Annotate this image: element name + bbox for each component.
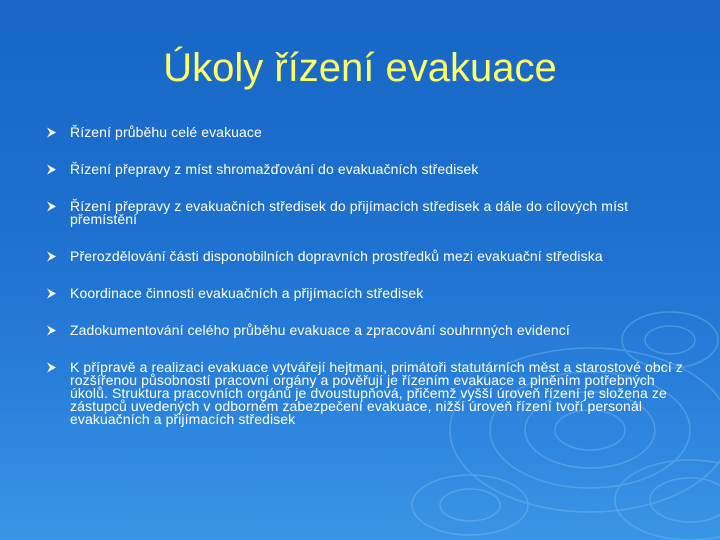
arrowhead-bullet-icon	[46, 164, 57, 175]
bullet-item-5	[46, 287, 686, 300]
bullet-text-3: Řízení přepravy z evakuačních středisek do přijímacích středisek a dále do cílových míst přemístění	[70, 198, 629, 227]
bullet-text-6: Zadokumentování celého průběhu evakuace a zpracování souhrnných evidencí	[70, 322, 570, 338]
bullet-item-6	[46, 324, 686, 337]
arrowhead-bullet-icon	[46, 251, 57, 262]
arrowhead-bullet-icon	[46, 325, 57, 336]
bullet-item-3	[46, 200, 686, 226]
slide-title: Úkoly řízení evakuace	[163, 46, 557, 90]
arrowhead-bullet-icon	[46, 362, 57, 373]
bullet-item-2	[46, 163, 686, 176]
bullet-item-1	[46, 126, 686, 139]
arrowhead-bullet-icon	[46, 201, 57, 212]
bullet-text-2: Řízení přepravy z míst shromažďování do evakuačních středisek	[70, 161, 479, 177]
bullet-item-4	[46, 250, 686, 263]
bullet-text-5: Koordinace činnosti evakuačních a přijímacích středisek	[70, 285, 424, 301]
bullet-list	[46, 126, 686, 426]
bullet-text-1: Řízení průběhu celé evakuace	[70, 124, 262, 140]
bullet-text-4: Přerozdělování části disponobilních dopravních prostředků mezi evakuační střediska	[70, 248, 603, 264]
arrowhead-bullet-icon	[46, 288, 57, 299]
bullet-text-7: K přípravě a realizaci evakuace vytvářejí hejtmani, primátoři statutárních měst a starostové obcí z rozšířenou působností pracovní orgány a pověřují je řízením evakuace a plněním potřebných úkolů. Struktura pracovních orgánů je dvoustupňová, přičemž vyšší úroveň řízení je složena ze zástupců uvedených v odborném zabezpečení evakuace, nižší úroveň řízení tvoří personál evakuačních a přijímacích středisek	[70, 359, 683, 427]
arrowhead-bullet-icon	[46, 127, 57, 138]
bullet-item-7	[46, 361, 686, 426]
